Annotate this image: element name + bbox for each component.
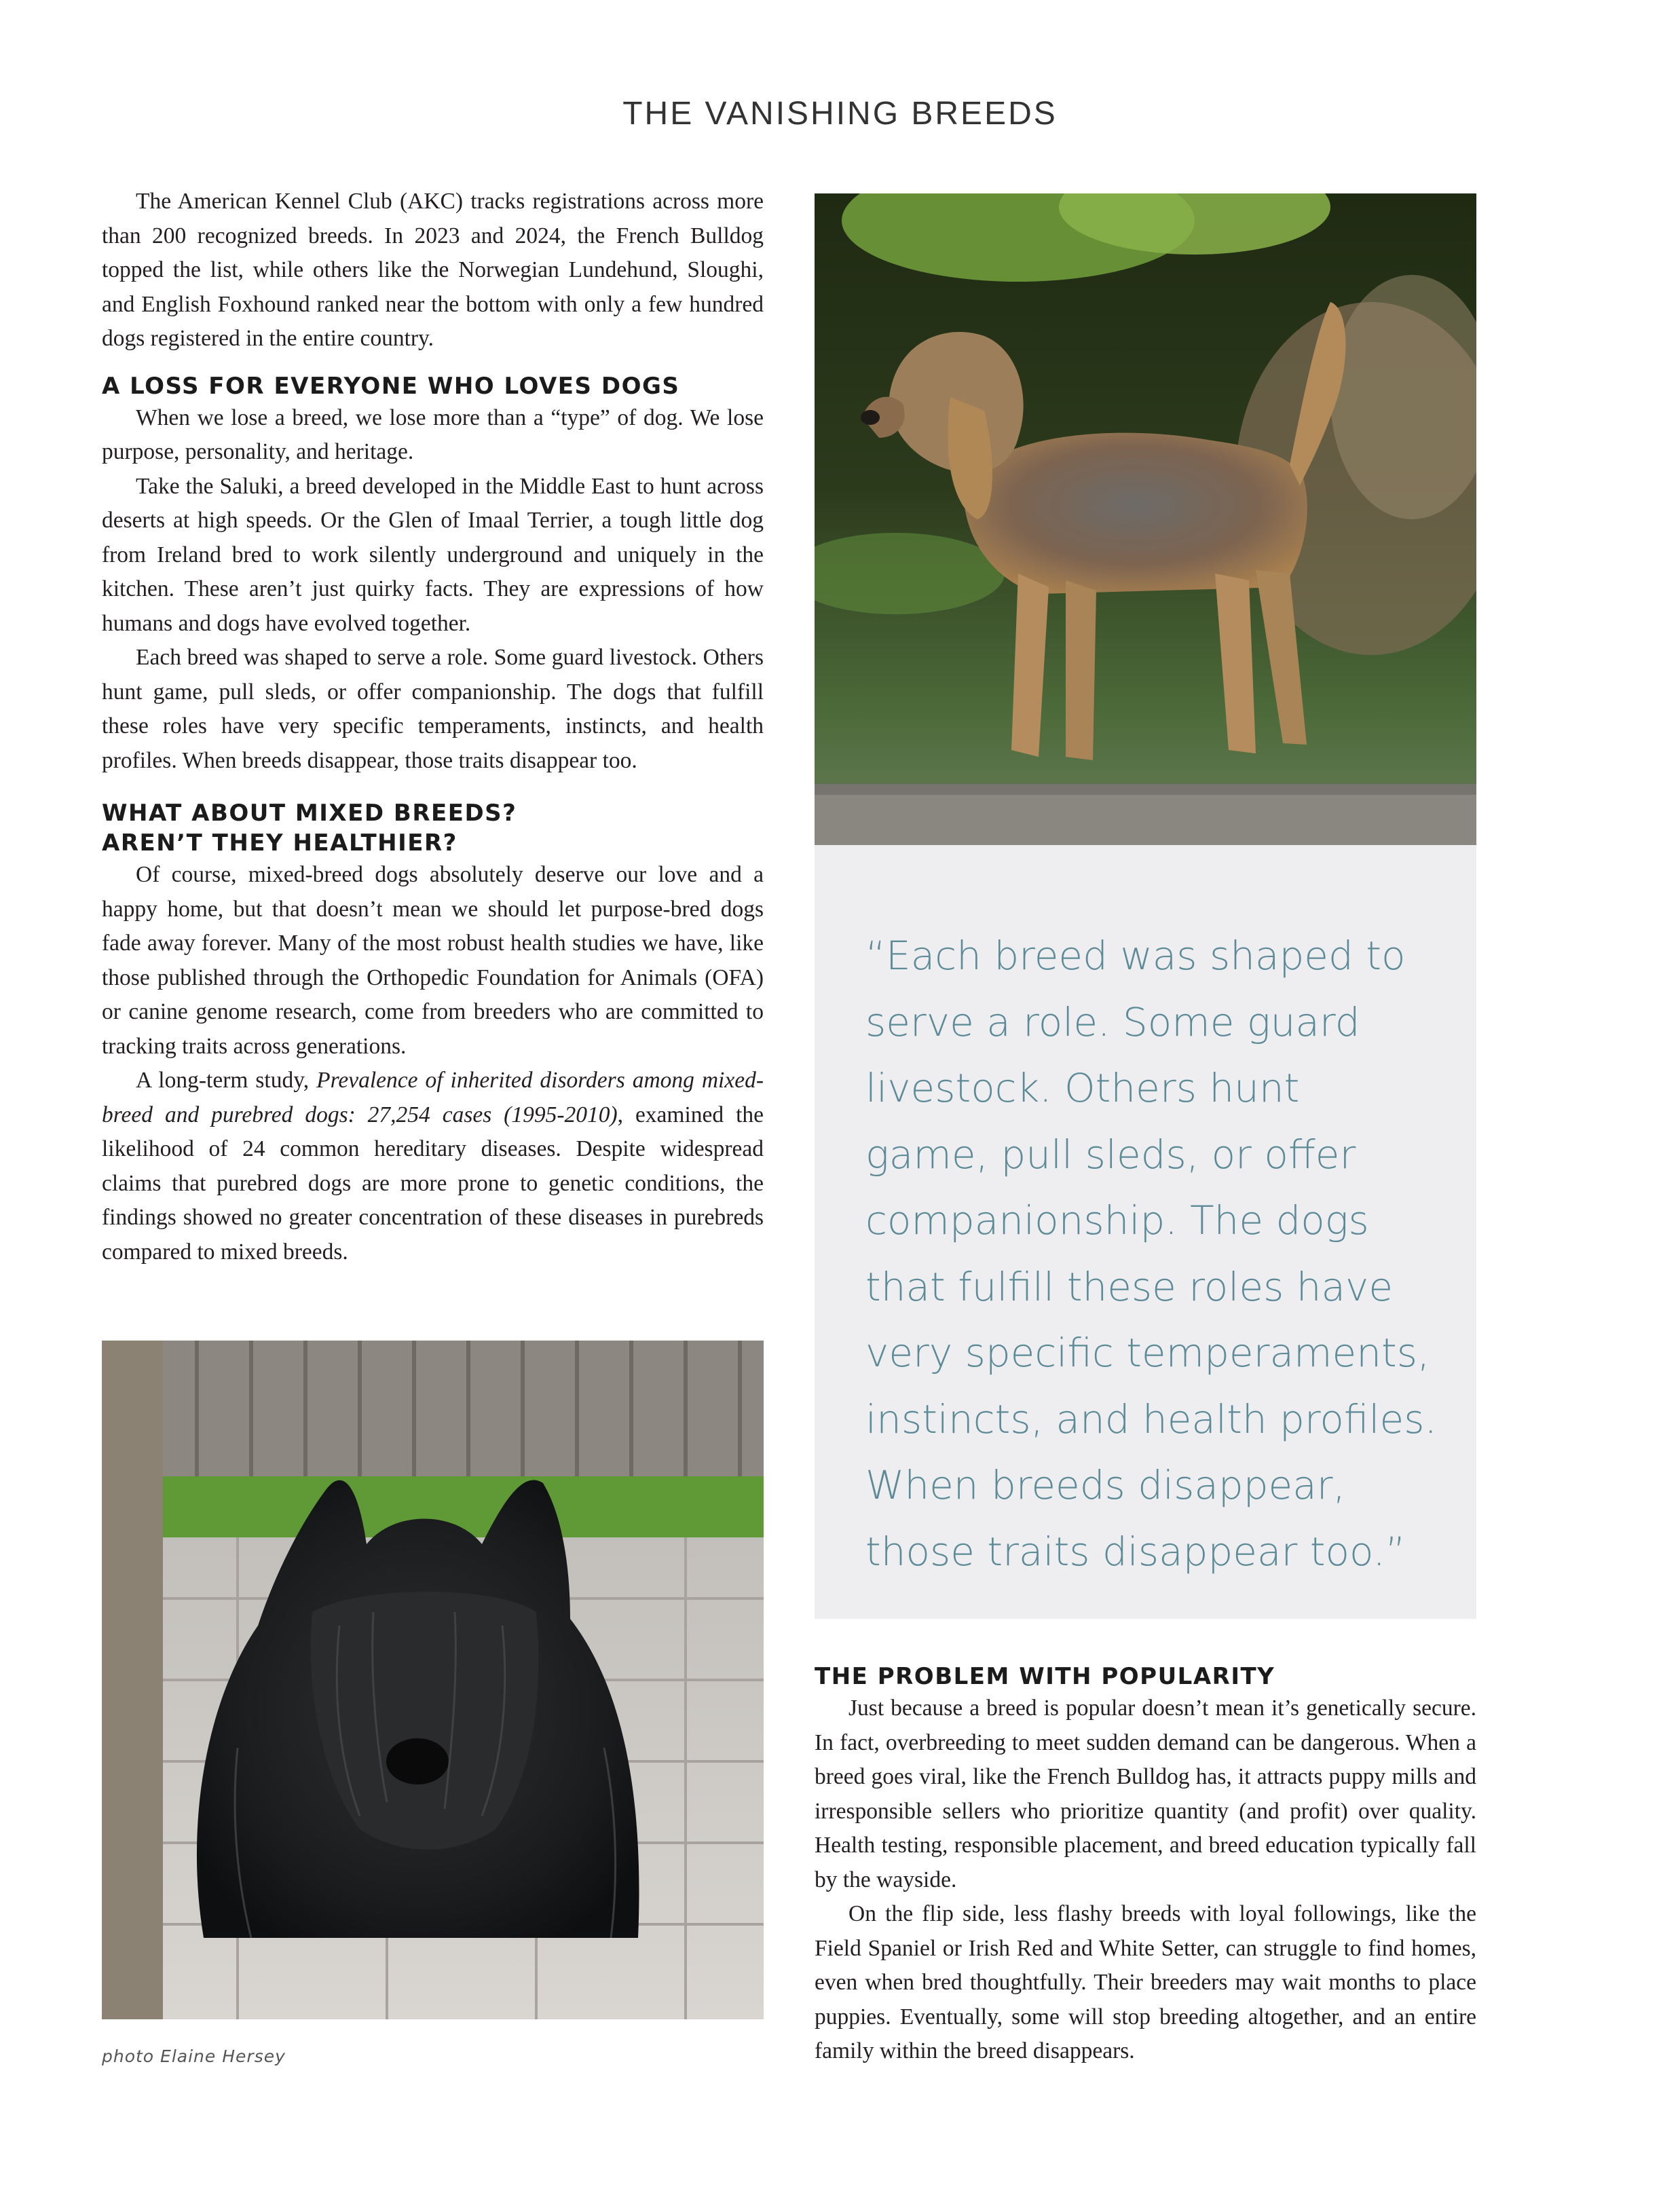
intro-paragraph: The American Kennel Club (AKC) tracks registrations across more than 200 recognized breeds. In 2023 and 2024, the French Bulldog topped the list, while others like the Norwegian Lundehund, Sloughi, and English Foxhound ranked near the bottom with only a few hundred dogs registered in the entire country. [102, 189, 764, 351]
pull-quote-line: livestock. Others hunt [865, 1065, 1300, 1111]
loss-paragraph-1: When we lose a breed, we lose more than a “type” of dog. We lose purpose, personality, and heritage. [102, 405, 764, 464]
section-heading-popularity: THE PROBLEM WITH POPULARITY [815, 1663, 1275, 1690]
skye-terrier-photo [102, 1341, 764, 2019]
section-heading-mixed [102, 798, 764, 858]
section-heading-mixed-line2: AREN’T THEY HEALTHIER? [102, 829, 458, 857]
mixed-paragraph-2 [102, 1064, 764, 1269]
skye-terrier-photo-credit: photo Elaine Hersey [102, 2046, 286, 2066]
pull-quote-line: very specific temperaments, [865, 1330, 1430, 1376]
section-heading-loss: A LOSS FOR EVERYONE WHO LOVES DOGS [102, 372, 680, 400]
pull-quote-line: companionship. The dogs [865, 1197, 1369, 1243]
running-title: THE VANISHING BREEDS [622, 96, 1058, 132]
skye-terrier-illustration [102, 1341, 764, 2019]
loss-paragraph-3: Each breed was shaped to serve a role. Some guard livestock. Others hunt game, pull sleds, or offer companionship. The dogs that fulfill these roles have very specific temperaments, instincts, and health profiles. When breeds disappear, those traits disappear too. [102, 645, 764, 773]
pull-quote-line: “Each breed was shaped to [865, 933, 1406, 979]
pull-quote-line: those traits disappear too.” [865, 1528, 1406, 1575]
pull-quote [865, 923, 1449, 1585]
pull-quote-line: game, pull sleds, or offer [865, 1131, 1356, 1178]
right-column-text [815, 1662, 1476, 2069]
study-intro-text: A long-term study, [136, 1068, 317, 1093]
pull-quote-line: serve a role. Some guard [865, 998, 1360, 1045]
otterhound-photo [815, 193, 1476, 845]
mixed-paragraph-1: Of course, mixed-breed dogs absolutely deserve our love and a happy home, but that doesn’t mean we should let purpose-bred dogs fade away forever. Many of the most robust health studies we have, like those published through the Orthopedic Foundation for Animals (OFA) or canine genome research, come from breeders who are committed to tracking traits across generations. [102, 862, 764, 1059]
study-findings-text: , examined the likelihood of 24 common hereditary diseases. Despite widespread claims that purebred dogs are more prone to genetic conditions, the findings showed no greater concentration of these diseases in purebreds compared to mixed breeds. [102, 1102, 764, 1265]
pull-quote-line: instincts, and health profiles. [865, 1396, 1437, 1442]
section-heading-mixed-line1: WHAT ABOUT MIXED BREEDS? [102, 800, 517, 827]
popularity-paragraph-2: On the flip side, less flashy breeds with loyal followings, like the Field Spaniel or Irish Red and White Setter, can struggle to find homes, even when bred thoughtfully. Their breeders may wait months to place puppies. Eventually, some will stop breeding altogether, and an entire family within the breed disappears. [815, 1901, 1476, 2063]
loss-paragraph-2: Take the Saluki, a breed developed in the Middle East to hunt across deserts at high speeds. Or the Glen of Imaal Terrier, a tough little dog from Ireland bred to work silently underground and uniquely in the kitchen. These aren’t just quirky facts. They are expressions of how humans and dogs have evolved together. [102, 473, 764, 636]
pull-quote-line: When breeds disappear, [865, 1462, 1346, 1508]
otterhound-illustration [815, 193, 1476, 845]
pull-quote-line: that fulfill these roles have [865, 1263, 1394, 1310]
popularity-paragraph-1: Just because a breed is popular doesn’t mean it’s genetically secure. In fact, overbreeding to meet sudden demand can be dangerous. When a breed goes viral, like the French Bulldog has, it attracts puppy mills and irresponsible sellers who prioritize quantity (and profit) over quality. Health testing, responsible placement, and breed education typically fall by the wayside. [815, 1696, 1476, 1892]
left-column [102, 185, 764, 1269]
study-title: Prevalence of inherited disorders among mixed-breed and purebred dogs: 27,254 cases (1995-2010) [102, 1068, 764, 1127]
